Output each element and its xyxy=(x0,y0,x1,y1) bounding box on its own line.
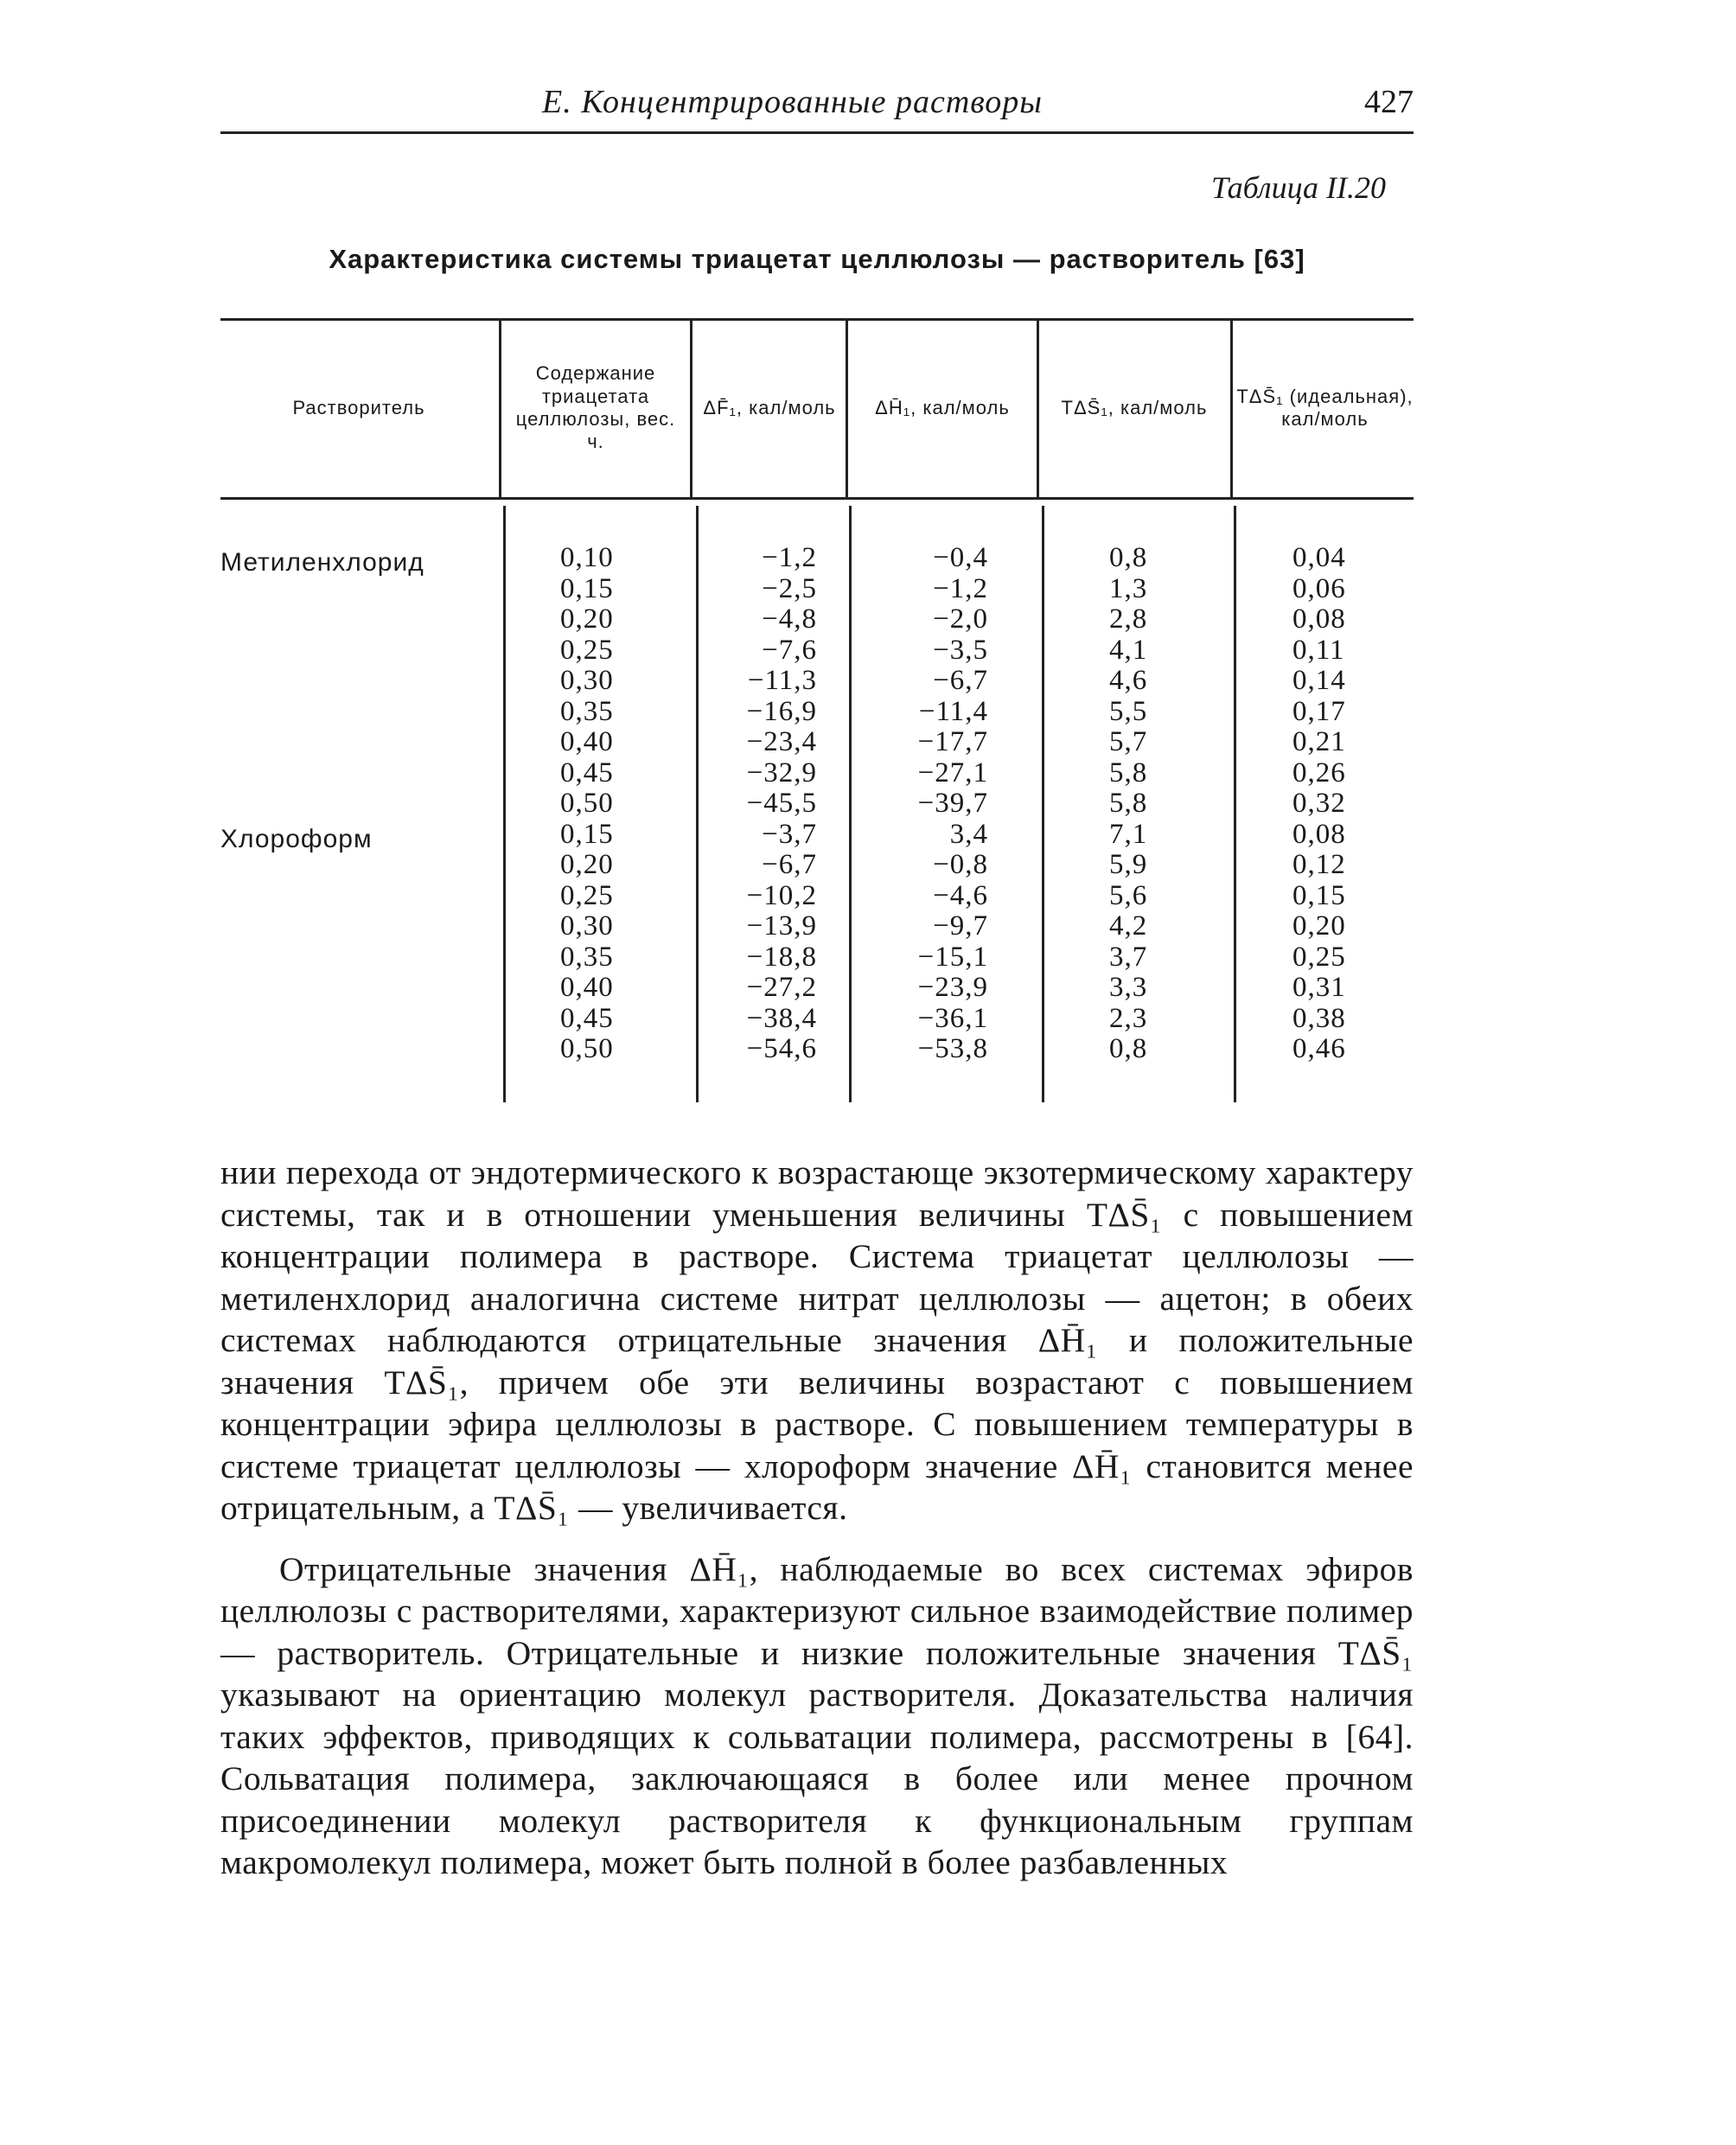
table-cell: −3,7 xyxy=(762,818,817,850)
header-col-divider xyxy=(499,318,501,497)
table-cell: −13,9 xyxy=(746,910,817,942)
table-cell: −0,8 xyxy=(933,849,988,880)
running-title: Е. Концентрированные растворы xyxy=(542,84,1044,120)
table-cell: 0,25 xyxy=(560,879,614,911)
header-t-delta-s-ideal: TΔS̄₁ (идеальная), кал/моль xyxy=(1236,385,1414,430)
table-cell: 0,15 xyxy=(560,818,614,850)
table-cell: 0,25 xyxy=(1292,941,1346,973)
column-delta-f xyxy=(709,543,817,1065)
header-col-divider xyxy=(690,318,692,497)
table-cell: 0,25 xyxy=(560,634,614,666)
table-cell: −9,7 xyxy=(933,910,988,942)
body-col-divider xyxy=(849,506,852,1102)
body-col-divider xyxy=(1042,506,1044,1102)
body-col-divider xyxy=(1234,506,1236,1102)
table-cell: 0,15 xyxy=(1292,879,1346,911)
table-cell: −6,7 xyxy=(933,665,988,696)
body-text xyxy=(220,1152,1414,1884)
table-cell: 5,8 xyxy=(1109,788,1148,819)
table-cell: −6,7 xyxy=(762,849,817,880)
table-cell: 5,8 xyxy=(1109,756,1148,788)
table-cell: −32,9 xyxy=(746,756,817,788)
paragraph: Отрицательные значения ΔH̄₁, наблюдаемые во всех системах эфиров целлюлозы с растворителями, характеризуют сильное взаимодействие полимер — растворитель. Отрицательные и низкие положительные значения TΔS̄₁ указывают на ориентацию молекул растворителя. Доказательства наличия таких эффектов, приводящих к сольватации полимера, рассмотрены в [64]. Сольватация полимера, заключающаяся в более или менее прочном присоединении молекул растворителя к функциональным группам макромолекул полимера, может быть полной в более разбавленных xyxy=(220,1549,1414,1881)
column-t-delta-s-ideal xyxy=(1292,543,1346,1065)
table-caption: Характеристика системы триацетат целлюлозы — растворитель [63] xyxy=(329,244,1305,274)
header-solvent: Растворитель xyxy=(292,396,425,418)
table-label: Таблица II.20 xyxy=(1210,170,1386,205)
header-t-delta-s: TΔS̄₁, кал/моль xyxy=(1061,396,1208,418)
table-cell: 5,9 xyxy=(1109,849,1148,880)
table-cell: −2,0 xyxy=(933,603,988,635)
table-cell: 0,12 xyxy=(1292,849,1346,880)
table-cell: −16,9 xyxy=(746,695,817,727)
table-cell: 0,35 xyxy=(560,695,614,727)
table-cell: 4,6 xyxy=(1109,665,1148,696)
table-cell: −17,7 xyxy=(917,726,988,757)
table-cell: 0,8 xyxy=(1109,1033,1148,1064)
header-col-divider xyxy=(1230,318,1233,497)
column-t-delta-s xyxy=(1109,543,1147,1065)
table-cell: −15,1 xyxy=(917,941,988,973)
table-cell: −23,9 xyxy=(917,972,988,1003)
table-cell: 4,1 xyxy=(1109,634,1148,666)
header-delta-h: ΔH̄₁, кал/моль xyxy=(875,396,1010,418)
table-cell: 0,40 xyxy=(560,972,614,1003)
table-cell: 0,20 xyxy=(560,603,614,635)
table-cell: 5,5 xyxy=(1109,695,1148,727)
table-cell: −4,8 xyxy=(762,603,817,635)
paragraph: нии перехода от эндотермического к возрастающе экзотермическому характеру системы, так и в отношении уменьшения величины TΔS̄₁ с повышением концентрации полимера в растворе. Система триацетат целлюлозы — метиленхлорид аналогична системе нитрат целлюлозы — ацетон; в обеих системах наблюдаются отрицательные значения ΔH̄₁ и положительные значения TΔS̄₁, причем обе эти величины возрастают с повышением концентрации эфира целлюлозы в растворе. С повышением температуры в системе триацетат целлюлозы — хлороформ значение ΔH̄₁ становится менее отрицательным, а TΔS̄₁ — увеличивается. xyxy=(220,1153,1414,1527)
column-delta-h xyxy=(873,543,988,1065)
table-cell: −45,5 xyxy=(746,788,817,819)
solvent-label: Хлороформ xyxy=(220,825,373,853)
table-cell: 0,38 xyxy=(1292,1002,1346,1034)
column-content xyxy=(560,543,614,1065)
table-cell: 0,20 xyxy=(1292,910,1346,942)
table-cell: 0,30 xyxy=(560,910,614,942)
table-cell: −11,4 xyxy=(918,695,988,727)
table-cell: −0,4 xyxy=(933,542,988,573)
table-cell: −54,6 xyxy=(746,1033,817,1064)
header-col-divider xyxy=(846,318,848,497)
table-cell: 0,11 xyxy=(1292,634,1345,666)
table-cell: 0,08 xyxy=(1292,818,1346,850)
table-cell: 0,40 xyxy=(560,726,614,757)
table-cell: 0,45 xyxy=(560,1002,614,1034)
page-number: 427 xyxy=(1364,84,1414,120)
table-cell: −23,4 xyxy=(746,726,817,757)
running-header xyxy=(220,83,1414,135)
header-rule xyxy=(220,131,1414,134)
table-cell: 0,31 xyxy=(1292,972,1346,1003)
table-cell: 0,17 xyxy=(1292,695,1346,727)
table-cell: −36,1 xyxy=(917,1002,988,1034)
table-cell: −4,6 xyxy=(933,879,988,911)
table-cell: −11,3 xyxy=(747,665,817,696)
body-col-divider xyxy=(503,506,506,1102)
table-cell: 0,50 xyxy=(560,788,614,819)
table-top-rule xyxy=(220,318,1414,321)
table-cell: 3,3 xyxy=(1109,972,1148,1003)
table-cell: 0,30 xyxy=(560,665,614,696)
table-cell: 0,35 xyxy=(560,941,614,973)
table-cell: 0,08 xyxy=(1292,603,1346,635)
table-cell: −18,8 xyxy=(746,941,817,973)
table-cell: 3,4 xyxy=(949,818,988,850)
table-cell: −1,2 xyxy=(762,542,817,573)
table-cell: −39,7 xyxy=(917,788,988,819)
table-cell: 0,46 xyxy=(1292,1033,1346,1064)
table-cell: −2,5 xyxy=(762,572,817,604)
table-header-rule xyxy=(220,497,1414,500)
table-cell: 5,6 xyxy=(1109,879,1148,911)
table-cell: 0,45 xyxy=(560,756,614,788)
header-delta-f: ΔF̄₁, кал/моль xyxy=(703,396,836,418)
table-cell: 4,2 xyxy=(1109,910,1148,942)
table-cell: 2,8 xyxy=(1109,603,1148,635)
table-cell: −53,8 xyxy=(917,1033,988,1064)
solvent-label: Метиленхлорид xyxy=(220,548,424,577)
table-cell: 3,7 xyxy=(1109,941,1148,973)
table-cell: 1,3 xyxy=(1109,572,1148,604)
table-cell: 0,20 xyxy=(560,849,614,880)
table-cell: 0,10 xyxy=(560,542,614,573)
table-cell: 0,14 xyxy=(1292,665,1346,696)
table-cell: 0,21 xyxy=(1292,726,1346,757)
header-content: Содержание триацетата целлюлозы, вес. ч. xyxy=(515,362,676,453)
table-cell: 7,1 xyxy=(1109,818,1148,850)
table-cell: 0,06 xyxy=(1292,572,1346,604)
table-cell: −3,5 xyxy=(933,634,988,666)
header-col-divider xyxy=(1037,318,1039,497)
table-cell: 5,7 xyxy=(1109,726,1148,757)
table-cell: 0,50 xyxy=(560,1033,614,1064)
table-cell: −38,4 xyxy=(746,1002,817,1034)
table-cell: −10,2 xyxy=(746,879,817,911)
body-col-divider xyxy=(696,506,699,1102)
table-cell: −27,2 xyxy=(746,972,817,1003)
table-cell: 0,04 xyxy=(1292,542,1346,573)
table-cell: 0,8 xyxy=(1109,542,1148,573)
table-cell: −7,6 xyxy=(762,634,817,666)
table-cell: 2,3 xyxy=(1109,1002,1148,1034)
table-cell: −27,1 xyxy=(917,756,988,788)
table-cell: 0,26 xyxy=(1292,756,1346,788)
table-cell: 0,15 xyxy=(560,572,614,604)
table-cell: 0,32 xyxy=(1292,788,1346,819)
table-cell: −1,2 xyxy=(933,572,988,604)
